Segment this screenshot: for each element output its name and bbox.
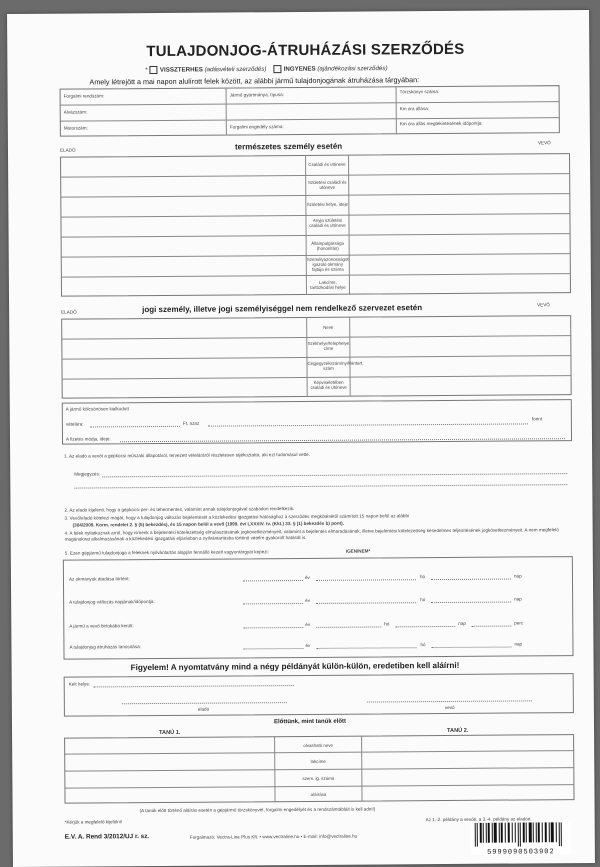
asterisk: * [145,66,148,74]
price-intro: A jármű kölcsönösen kialkudott [65,406,129,412]
legal-row-label: Cégjegyzékszám/nyilvántart. szám [307,360,364,371]
legal-row-label: Székhelye/telephelye címe [307,340,350,351]
vehicle-field[interactable]: Alvázszám: [63,109,88,115]
vehicle-field[interactable]: Km óra állása: [399,106,430,112]
seller-label: ELADÓ [59,147,76,153]
paid-label: VISSZTERHES [159,66,203,74]
contract-form [7,10,595,867]
vehicle-field[interactable]: Motorszám: [63,125,88,131]
witness-before: Előttünk, mint tanúk előtt [273,718,346,726]
witness-row-label: aláírása [310,791,327,797]
note-input[interactable] [74,484,567,488]
free-label: INGYENES [283,65,316,73]
natural-row-label: Személyazonosságot igazoló okmány fajtája és száma [306,256,349,272]
witness-row-label: olvasható neve [303,742,333,748]
clause-3: 3. Vevő/eladó kötelezi magát, hogy a tulajdonjog változás bejelentését a közlekedési igazgatási hatósághoz a szerződés megkötésétől számított 15 napon belül az alábbi [64,513,410,521]
natural-row-label: Lakcíme, tartózkodási helye [310,279,346,290]
vehicle-field[interactable]: Jármű gyártmánya, típusa: [229,92,285,98]
day-label: nap [514,641,523,647]
year-label: év [305,597,311,603]
contract-type-line [145,64,387,74]
seller-label: ELADÓ [61,309,77,315]
month-label: hó [419,574,426,580]
vehicle-table [60,85,560,136]
natural-row-label: Anyja születési családi és utóneve [309,217,346,228]
marking-footnote: *Kérjük a megfelelő kijelölni! [64,819,123,825]
handover-label: Az okmányok átadása történt: [68,576,130,582]
clause-1: 1. Az eladó a vevőt a gépkocsi műszaki állapotáról, tervezett vételáráról részletesen tájékoztatta, aki ezt tudomásul vette. [64,451,311,459]
copies-note: Az 1.-2. példány a vevőé, a 3.-4. példány az eladóé. [425,816,532,823]
month-label: hó [384,621,390,627]
clause-5: 5. Ezen gépjármű tulajdonjoga a feleknek nyilvántartás alapján fennálló kezelt vagyontárgyát képezi: [64,549,269,556]
paid-hint: (adásvételi szerződés) [204,65,267,74]
year-label: év [304,574,310,580]
handover-label: A tulajdonjog átruházás tanúsítása: [69,644,141,650]
intro-text: Amely létrejött a mai napon alulírott felek között, az alábbi jármű tulajdonjogának átruházása tárgyában: [89,75,420,87]
handover-label: A tulajdonjog változás napjának/időpontja: [69,599,155,605]
payment-label: A fizetés módja, ideje: [65,436,111,442]
barcode-number: 5999090503902 [487,848,555,857]
signature-box [64,673,574,717]
witness-row-label: lakcíme [310,758,326,764]
year-label: év [305,642,311,648]
paid-checkbox[interactable] [150,66,158,74]
legal-row-label: Képviseletében családi és utóneve [310,379,347,390]
minute-label: perc [514,620,524,626]
day-label: nap [458,620,466,626]
barcode-icon [471,822,571,847]
free-checkbox[interactable] [274,65,282,73]
barcode [471,822,571,855]
publisher-info: Forgalmazó: Vectra-Line Plus Kft. • www.vectraline.hu • E-mail: info@vectraline.hu [189,833,358,840]
vehicle-field[interactable]: Törzskönyv száma: [399,89,440,95]
buyer-label: VEVŐ [537,140,551,146]
buyer-sign-label: vevő [444,704,455,711]
legal-row-label: Neve [323,324,334,330]
clause-4: 4. A felek nyilatkoznak arról, hogy ismerik a bejelentési kötelezettség elmulasztásának jogkövetkezményeit, valamint a bejelentés elmaradásának, illetve bejelentési kötelezettség késedelmes teljesítésének jogkövetkezményeit. A nem megfelelő magánokirat alkalmazásának a közlekedési igazgatási eljárásban a nyilvántartásba történő vételre gyakorolt hatását is. [64,527,559,542]
vehicle-field[interactable]: Forgalmi rendszám: [63,93,105,99]
month-label: hó [420,642,426,648]
price-label: vételára: [65,421,84,427]
natural-row-label: Állampolgársága (honosítás) [311,240,345,251]
form-code: E.V. A. Rend 3/2012/UJ r. sz. [64,833,150,841]
legal-person-heading: jogi személy, illetve jogi személyiséggel nem rendelkező szervezet esetén [142,303,423,315]
buyer-label: VEVŐ [537,302,550,308]
witness-2-label: TANÚ 2. [447,727,469,734]
day-label: nap [513,573,522,579]
clause-2: 2. Az eladó kijelenti, hogy a gépkocsi per- és tehermentes, valamint annak tulajdonjogával szabadon rendelkezik. [64,506,295,513]
signature-warning: Figyelem! A nyomtatvány mind a négy példányát külön-külön, eredetiben kell aláírni! [130,660,460,673]
clause-5-choice[interactable]: IGEN/NEM* [345,548,371,554]
price-end: forint [531,416,543,422]
natural-row-label: Családi és utóneve [308,161,346,167]
seller-sign-label: eladó [197,706,210,712]
month-label: hó [420,597,426,603]
natural-row-label: Születési családi és utóneve [307,179,347,190]
note-label: Megjegyzés: [74,471,101,477]
witness-row-label: szem. ig. száma [302,775,335,781]
handover-label: A jármű a vevő birtokába került: [69,623,134,629]
witness-footnote: (A tanúk előtt történő aláírás esetén a gépjármű törzskönyvét, forgalmi engedélyét és a rendszámtábláit is kell adni!) [139,806,376,814]
note-input[interactable] [102,473,567,477]
vehicle-field[interactable]: Km óra állás megtekintésének időpontja: [399,120,483,127]
natural-row-label: Születési helye, ideje [306,201,349,207]
natural-person-heading: természetes személy esetén [234,141,343,152]
witness-1-label: TANÚ 1. [159,729,181,736]
form-title: TULAJDONJOG-ÁTRUHÁZÁSI SZERZŐDÉS [146,40,465,61]
vehicle-field[interactable]: Forgalmi engedély száma: [229,124,284,130]
day-label: nap [514,596,522,602]
price-unit: Ft, azaz [182,420,200,426]
year-label: év [305,621,311,627]
clause-3-ref: (304/2009. Korm. rendelet 2. § (5) bekezdés), és 15 napon belül a vevő (1999. évi LXXXIV. tv. (Kkt.) 33. § (1) bekezdés b) pont). [72,520,345,528]
place-label: Kelt helye: [68,681,91,687]
free-hint: (ajándékozási szerződés) [317,65,388,73]
